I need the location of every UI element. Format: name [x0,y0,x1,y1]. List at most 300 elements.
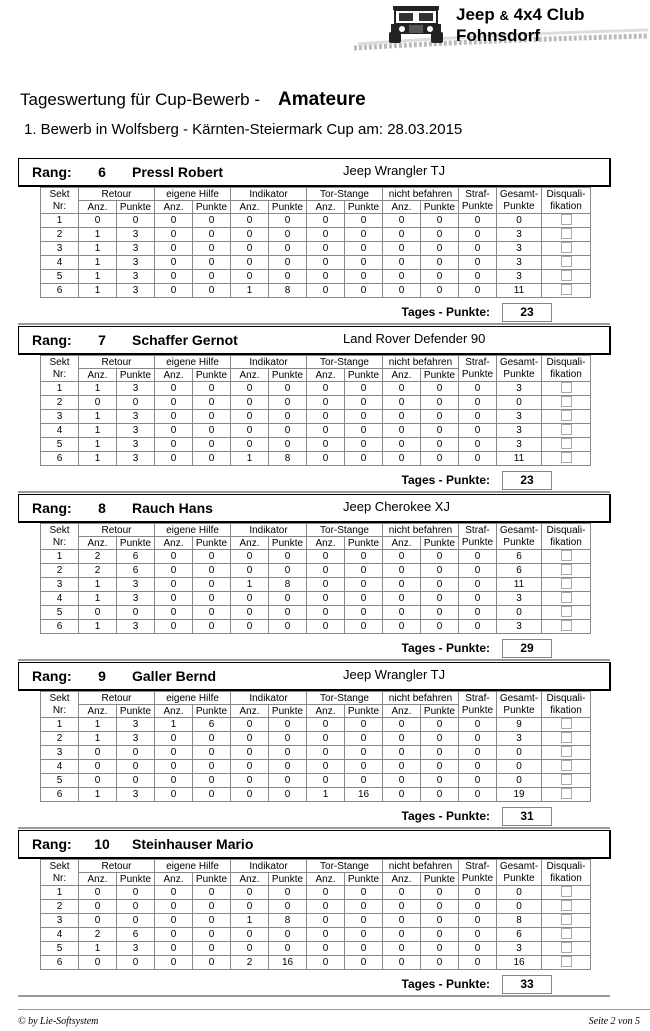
score-cell: 0 [231,424,269,438]
score-cell: 1 [79,284,117,298]
disqualification-checkbox[interactable] [561,900,572,911]
score-cell: 0 [345,886,383,900]
subheader-punkte: Punkte [117,873,155,886]
score-cell: 0 [459,760,497,774]
score-cell: 0 [231,592,269,606]
disqualification-checkbox[interactable] [561,942,572,953]
day-total-label: Tages - Punkte: [401,641,490,655]
score-cell: 0 [231,410,269,424]
score-cell: 0 [421,396,459,410]
score-cell: 0 [117,886,155,900]
score-cell: 0 [117,914,155,928]
disqualification-checkbox[interactable] [561,760,572,771]
score-cell: 0 [79,760,117,774]
score-cell: 0 [307,774,345,788]
header-retour: Retour [79,188,155,201]
score-cell: 0 [269,550,307,564]
disqualification-cell [542,564,591,578]
score-cell: 1 [79,438,117,452]
score-cell: 0 [383,396,421,410]
score-cell: 0 [193,760,231,774]
score-cell: 4 [41,592,79,606]
disqualification-checkbox[interactable] [561,284,572,295]
header-nicht-befahren: nicht befahren [383,188,459,201]
subheader-anz: Anz. [383,201,421,214]
score-cell: 0 [155,256,193,270]
header-gesamt: Gesamt- [497,188,542,201]
header-nicht-befahren: nicht befahren [383,692,459,705]
score-cell: 0 [345,228,383,242]
table-row [41,438,591,452]
disqualification-checkbox[interactable] [561,270,572,281]
score-cell: 0 [79,886,117,900]
disqualification-cell [542,256,591,270]
header-retour: Retour [79,860,155,873]
score-cell: 5 [41,774,79,788]
subheader-punkte: Punkte [497,537,542,550]
score-cell: 3 [117,228,155,242]
table-header-row [41,356,591,369]
score-cell: 0 [307,760,345,774]
day-total-row [40,303,600,321]
disqualification-checkbox[interactable] [561,564,572,575]
score-cell: 0 [231,228,269,242]
score-cell: 1 [79,788,117,802]
score-cell: 6 [497,564,542,578]
score-cell: 3 [497,256,542,270]
score-cell: 19 [497,788,542,802]
score-cell: 0 [193,620,231,634]
score-cell: 0 [231,382,269,396]
score-cell: 0 [269,396,307,410]
score-cell: 0 [269,438,307,452]
score-cell: 3 [497,620,542,634]
score-cell: 6 [117,550,155,564]
subheader-punkte: Punkte [269,369,307,382]
disqualification-checkbox[interactable] [561,732,572,743]
score-cell: 6 [193,718,231,732]
score-cell: 0 [193,606,231,620]
disqualification-checkbox[interactable] [561,410,572,421]
score-cell: 1 [79,228,117,242]
score-cell: 1 [79,424,117,438]
participant-block [18,830,610,998]
score-cell: 0 [307,382,345,396]
score-cell: 0 [421,214,459,228]
participant-block [18,494,610,662]
score-table [40,523,591,634]
subheader-punkte: Punkte [345,201,383,214]
header-indikator: Indikator [231,188,307,201]
score-cell: 0 [383,578,421,592]
table-row [41,942,591,956]
disqualification-checkbox[interactable] [561,438,572,449]
block-divider [18,827,610,829]
score-cell: 0 [383,718,421,732]
score-table [40,859,591,970]
disqualification-checkbox[interactable] [561,886,572,897]
score-cell: 1 [79,242,117,256]
score-cell: 0 [79,914,117,928]
disqualification-cell [542,606,591,620]
subheader-anz: Anz. [231,369,269,382]
rank-number: 9 [98,668,106,684]
disqualification-cell [542,774,591,788]
disqualification-checkbox[interactable] [561,956,572,967]
header-retour: Retour [79,356,155,369]
score-cell: 0 [155,760,193,774]
score-cell: 1 [41,550,79,564]
score-cell: 3 [117,284,155,298]
score-cell: 0 [421,438,459,452]
score-cell: 0 [79,214,117,228]
score-cell: 0 [345,284,383,298]
header-tor-stange: Tor-Stange [307,860,383,873]
subheader-punkte: Punkte [421,369,459,382]
score-cell: 0 [193,452,231,466]
score-cell: 0 [497,746,542,760]
disqualification-checkbox[interactable] [561,746,572,757]
score-cell: 0 [155,452,193,466]
disqualification-checkbox[interactable] [561,452,572,463]
score-cell: 3 [41,914,79,928]
score-cell: 0 [497,774,542,788]
score-cell: 1 [41,214,79,228]
score-cell: 0 [193,886,231,900]
rank-label: Rang: [32,836,72,852]
table-header-row [41,860,591,873]
score-cell: 0 [459,606,497,620]
score-cell: 3 [497,424,542,438]
score-cell: 0 [345,410,383,424]
disqualification-checkbox[interactable] [561,214,572,225]
disqualification-cell [542,382,591,396]
driver-name: Schaffer Gernot [132,332,238,348]
score-cell: 0 [79,900,117,914]
disqualification-checkbox[interactable] [561,256,572,267]
score-cell: 0 [459,774,497,788]
score-cell: 0 [383,242,421,256]
disqualification-checkbox[interactable] [561,242,572,253]
disqualification-checkbox[interactable] [561,788,572,799]
score-cell: 0 [231,242,269,256]
score-cell: 0 [459,886,497,900]
score-cell: 0 [269,928,307,942]
score-cell: 0 [383,788,421,802]
score-cell: 0 [459,242,497,256]
score-cell: 0 [345,256,383,270]
score-cell: 0 [421,788,459,802]
subheader-anz: Anz. [231,705,269,718]
score-cell: 6 [117,928,155,942]
score-cell: 1 [41,382,79,396]
score-cell: 0 [459,788,497,802]
score-cell: 0 [231,942,269,956]
disqualification-checkbox[interactable] [561,914,572,925]
subheader-punkte: Punkte [421,537,459,550]
score-cell: 0 [269,410,307,424]
score-cell: 0 [307,942,345,956]
disqualification-checkbox[interactable] [561,928,572,939]
header-indikator: Indikator [231,860,307,873]
score-cell: 0 [383,228,421,242]
header-straf: Straf- [459,692,497,705]
score-cell: 0 [383,956,421,970]
score-cell: 0 [421,914,459,928]
score-cell: 0 [459,900,497,914]
score-cell: 3 [117,620,155,634]
score-cell: 0 [383,256,421,270]
disqualification-checkbox[interactable] [561,424,572,435]
header-sekt: Sekt [41,524,79,537]
score-cell: 0 [307,732,345,746]
score-cell: 3 [497,270,542,284]
score-cell: 1 [231,284,269,298]
subheader-anz: Anz. [231,201,269,214]
score-cell: 8 [269,914,307,928]
score-cell: 0 [459,928,497,942]
score-cell: 0 [497,606,542,620]
header-retour: Retour [79,524,155,537]
score-cell: 3 [117,242,155,256]
disqualification-checkbox[interactable] [561,578,572,589]
score-cell: 0 [307,956,345,970]
score-cell: 3 [117,578,155,592]
score-table [40,187,591,298]
score-cell: 0 [459,396,497,410]
score-cell: 0 [345,382,383,396]
disqualification-checkbox[interactable] [561,382,572,393]
block-divider [18,659,610,661]
subheader-punkte: Punkte [117,201,155,214]
score-cell: 0 [269,732,307,746]
header-eigene-hilfe: eigene Hilfe [155,860,231,873]
score-cell: 0 [231,396,269,410]
subheader-anz: Anz. [79,369,117,382]
score-cell: 0 [269,718,307,732]
score-cell: 0 [307,900,345,914]
disqualification-cell [542,886,591,900]
block-divider [18,995,610,997]
score-cell: 0 [383,886,421,900]
disqualification-checkbox[interactable] [561,592,572,603]
disqualification-cell [542,410,591,424]
score-cell: 0 [231,438,269,452]
score-cell: 0 [79,956,117,970]
score-cell: 0 [79,774,117,788]
day-total-value: 29 [502,639,552,658]
day-total-value: 33 [502,975,552,994]
header-nicht-befahren: nicht befahren [383,356,459,369]
score-cell: 1 [41,718,79,732]
score-cell: 0 [193,928,231,942]
day-total-label: Tages - Punkte: [401,305,490,319]
score-cell: 0 [421,620,459,634]
table-row [41,746,591,760]
score-cell: 8 [497,914,542,928]
header-retour: Retour [79,692,155,705]
score-cell: 0 [307,228,345,242]
score-cell: 0 [193,774,231,788]
score-cell: 0 [345,452,383,466]
score-cell: 0 [421,956,459,970]
score-cell: 0 [155,550,193,564]
score-cell: 0 [421,242,459,256]
score-cell: 0 [231,606,269,620]
header-tor-stange: Tor-Stange [307,692,383,705]
score-cell: 2 [41,396,79,410]
score-cell: 0 [383,592,421,606]
score-cell: 0 [155,424,193,438]
table-header-row [41,188,591,201]
score-cell: 0 [307,606,345,620]
disqualification-checkbox[interactable] [561,228,572,239]
score-cell: 0 [269,774,307,788]
disqualification-cell [542,956,591,970]
score-cell: 1 [231,452,269,466]
header-tor-stange: Tor-Stange [307,524,383,537]
rank-label: Rang: [32,500,72,516]
score-cell: 0 [421,256,459,270]
score-cell: 0 [459,424,497,438]
disqualification-checkbox[interactable] [561,620,572,631]
table-row [41,732,591,746]
score-cell: 1 [231,914,269,928]
day-total-row [40,471,600,489]
disqualification-checkbox[interactable] [561,396,572,407]
disqualification-cell [542,900,591,914]
rank-bar [18,494,611,523]
table-subheader-row [41,537,591,550]
subheader-punkte: Punkte [269,537,307,550]
header-gesamt: Gesamt- [497,860,542,873]
disqualification-cell [542,270,591,284]
subheader-fikation: fikation [542,369,591,382]
rank-number: 7 [98,332,106,348]
score-cell: 0 [307,914,345,928]
score-cell: 0 [307,578,345,592]
score-cell: 0 [193,396,231,410]
subheader-anz: Anz. [383,705,421,718]
subheader-punkte: Punkte [193,705,231,718]
score-cell: 0 [421,424,459,438]
score-cell: 0 [193,732,231,746]
subheader-anz: Anz. [307,705,345,718]
page-title: Tageswertung für Cup-Bewerb - Amateure [20,89,366,110]
score-cell: 0 [345,578,383,592]
table-subheader-row [41,873,591,886]
score-cell: 0 [269,228,307,242]
disqualification-cell [542,228,591,242]
score-cell: 0 [421,284,459,298]
subheader-anz: Anz. [79,705,117,718]
disqualification-cell [542,942,591,956]
subheader-fikation: fikation [542,705,591,718]
table-row [41,578,591,592]
score-cell: 0 [383,382,421,396]
score-cell: 5 [41,438,79,452]
score-cell: 0 [345,550,383,564]
score-cell: 0 [345,592,383,606]
disqualification-cell [542,732,591,746]
score-cell: 0 [383,620,421,634]
score-cell: 0 [155,214,193,228]
score-cell: 0 [193,256,231,270]
table-row [41,592,591,606]
score-cell: 3 [117,732,155,746]
score-cell: 0 [383,550,421,564]
subheader-fikation: fikation [542,201,591,214]
score-cell: 0 [383,410,421,424]
table-row [41,452,591,466]
header-indikator: Indikator [231,356,307,369]
score-cell: 6 [41,452,79,466]
score-cell: 0 [345,942,383,956]
vehicle-name: Jeep Wrangler TJ [343,667,446,682]
subheader-nr: Nr: [41,201,79,214]
disqualification-checkbox[interactable] [561,774,572,785]
score-cell: 0 [345,564,383,578]
score-cell: 0 [155,732,193,746]
score-cell: 1 [79,382,117,396]
score-cell: 0 [307,564,345,578]
disqualification-checkbox[interactable] [561,550,572,561]
score-cell: 0 [345,424,383,438]
club-logo [352,0,650,54]
rank-number: 8 [98,500,106,516]
subheader-anz: Anz. [155,537,193,550]
disqualification-checkbox[interactable] [561,606,572,617]
score-cell: 0 [459,564,497,578]
score-cell: 0 [307,284,345,298]
subheader-punkte: Punkte [193,201,231,214]
score-table [40,355,591,466]
header-eigene-hilfe: eigene Hilfe [155,692,231,705]
day-total-value: 31 [502,807,552,826]
score-cell: 0 [155,270,193,284]
driver-name: Pressl Robert [132,164,224,180]
score-cell: 16 [497,956,542,970]
table-row [41,718,591,732]
score-cell: 0 [345,606,383,620]
score-cell: 0 [497,900,542,914]
table-row [41,256,591,270]
score-cell: 0 [307,256,345,270]
score-cell: 0 [155,284,193,298]
subheader-punkte: Punkte [193,369,231,382]
score-cell: 0 [421,382,459,396]
rank-label: Rang: [32,332,72,348]
disqualification-cell [542,452,591,466]
score-cell: 0 [155,928,193,942]
header-gesamt: Gesamt- [497,692,542,705]
subheader-punkte: Punkte [269,705,307,718]
header-straf: Straf- [459,188,497,201]
score-cell: 0 [155,592,193,606]
score-cell: 0 [231,774,269,788]
score-cell: 3 [41,578,79,592]
subheader-punkte: Punkte [459,705,497,718]
table-row [41,914,591,928]
disqualification-checkbox[interactable] [561,718,572,729]
table-row [41,774,591,788]
rank-bar [18,830,611,859]
score-cell: 3 [497,228,542,242]
subheader-punkte: Punkte [345,705,383,718]
rank-label: Rang: [32,164,72,180]
score-cell: 0 [421,606,459,620]
score-cell: 0 [155,956,193,970]
